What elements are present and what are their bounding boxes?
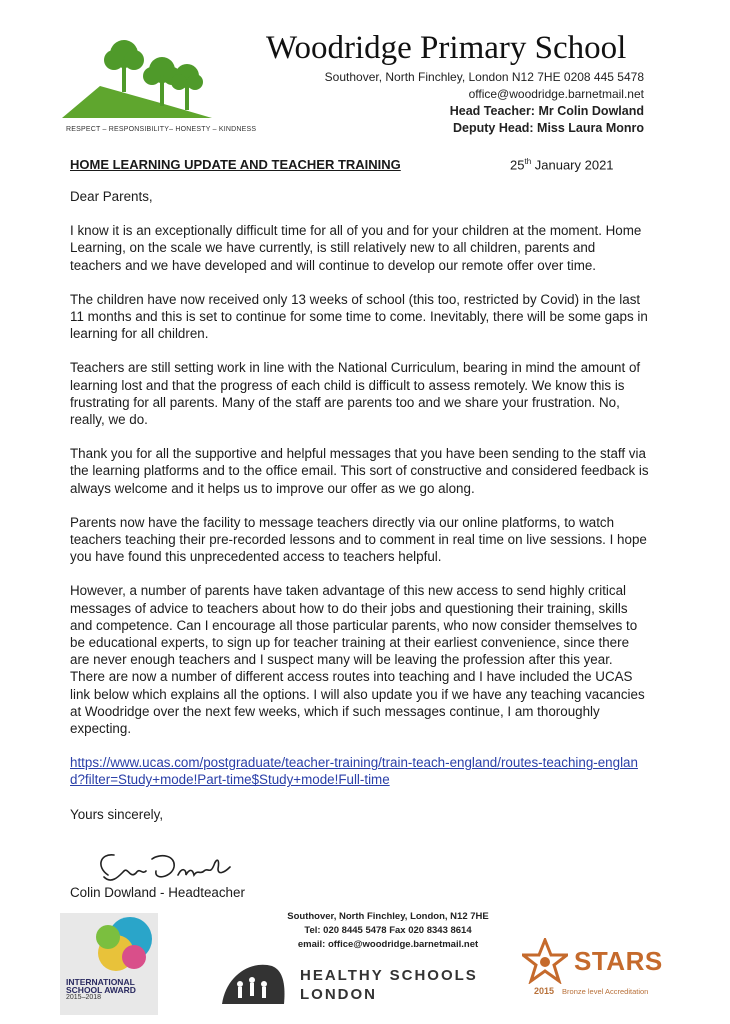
award-logo-icon	[60, 913, 158, 973]
stars-year: 2015	[534, 986, 555, 996]
award-line-2: SCHOOL AWARD	[66, 985, 136, 995]
deputy-head: Deputy Head: Miss Laura Monro	[453, 121, 644, 135]
letter-date	[510, 157, 614, 172]
footer-email[interactable]: email: office@woodridge.barnetmail.net	[297, 939, 479, 950]
school-name: Woodridge Primary School	[266, 30, 627, 66]
paragraph: Teachers are still setting work in line with the National Curriculum, bearing in mind the amount of learning lost and that the progress of each child is difficult to assess remotely. We know this is frustrating for all parents. Many of the staff are parents too and we share your frustration. No, really, we do.	[70, 360, 641, 428]
healthy-schools-logo-icon	[220, 958, 286, 1010]
paragraph: Thank you for all the supportive and helpful messages that you have been sending to the staff via the learning platforms and to the office email. This sort of constructive and considered feedback is always welcome and it helps us to improve our offer as we go along.	[70, 446, 649, 496]
healthy-schools-label	[300, 966, 478, 1004]
school-email[interactable]: office@woodridge.barnetmail.net	[468, 87, 644, 101]
healthy-line-2: LONDON	[300, 986, 377, 1003]
award-years: 2015–2018	[66, 994, 102, 1001]
healthy-line-1: HEALTHY SCHOOLS	[300, 967, 478, 984]
award-line-1: INTERNATIONAL	[66, 977, 135, 987]
stars-star-icon	[522, 938, 568, 984]
letter-title: HOME LEARNING UPDATE AND TEACHER TRAINING	[70, 157, 401, 172]
paragraph: The children have now received only 13 weeks of school (this too, restricted by Covid) in the last 11 months and this is set to continue for some time to come. Inevitably, there will be some gaps in learning for all children.	[70, 291, 648, 342]
closing: Yours sincerely,	[70, 806, 164, 822]
school-motto: RESPECT – RESPONSIBILITY– HONESTY – KINDNESS	[66, 126, 257, 133]
stars-label: STARS	[574, 946, 663, 976]
head-teacher: Head Teacher: Mr Colin Dowland	[449, 104, 644, 118]
paragraph: However, a number of parents have taken advantage of this new access to send highly critical messages of advice to teachers about how to do their jobs and questioning their training, skills and competence. Can I encourage all those particular parents, who now consider themselves to be educational experts, to sign up for teacher training at their earliest convenience, since there are never enough teachers and I suspect many will be leaving the profession after this year. There are now a number of different access routes into teaching and I have included the UCAS link below which explains all the options. I will also update you if we have any teaching vacancies at Woodridge over the next few weeks, which if such messages continue, I am thoroughly expecting.	[70, 583, 645, 737]
paragraph: Parents now have the facility to message teachers directly via our online platforms, to watch teachers teaching their pre-recorded lessons and to comment in real time on live sessions. I hope you have found this unprecedented access to teachers helpful.	[70, 514, 647, 565]
date-month-year: January 2021	[531, 157, 614, 173]
signer-name: Colin Dowland - Headteacher	[70, 885, 245, 900]
stars-accreditation: Bronze level Accreditation	[562, 987, 649, 996]
ucas-link[interactable]: https://www.ucas.com/postgraduate/teacher-training/train-teach-england/routes-teaching-england?filter=Study+mode!Part-time$Study+mode!Full-time	[70, 755, 638, 788]
greeting: Dear Parents,	[70, 189, 153, 204]
award-caption	[66, 978, 136, 1002]
date-day: 25	[510, 157, 525, 173]
paragraph: I know it is an exceptionally difficult time for all of you and for your children at the moment. Home Learning, on the scale we have currently, is still relatively new to all children, parents and teachers and we have developed and will continue to develop our remote offer over time.	[70, 223, 642, 273]
stars-caption	[534, 986, 648, 996]
school-contact-block	[325, 69, 644, 137]
school-address: Southover, North Finchley, London N12 7HE 0208 445 5478	[324, 70, 644, 84]
footer-contact	[258, 910, 518, 952]
school-tree-logo	[62, 36, 262, 136]
footer-phone: Tel: 020 8445 5478 Fax 020 8343 8614	[304, 925, 472, 936]
date-suffix: th	[524, 157, 532, 166]
letter-body	[70, 188, 650, 840]
footer-address: Southover, North Finchley, London, N12 7HE	[287, 911, 489, 922]
